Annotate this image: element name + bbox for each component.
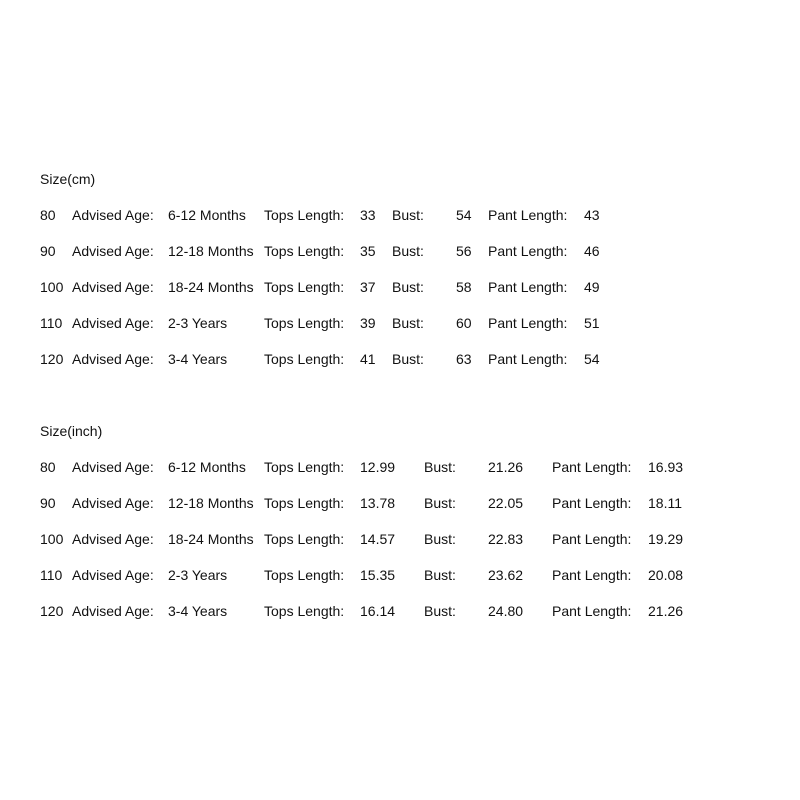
tops-length-value: 39: [360, 315, 376, 331]
bust-value: 22.83: [488, 531, 524, 547]
tops-length-label: Tops Length:: [264, 603, 345, 619]
table-row: [0, 567, 800, 583]
advised-age-label: Advised Age:: [72, 495, 154, 511]
bust-label: Bust:: [392, 207, 424, 223]
advised-age-value: 6-12 Months: [168, 459, 246, 475]
pant-length-value: 19.29: [648, 531, 684, 547]
pant-length-label: Pant Length:: [488, 243, 568, 259]
tops-length-value: 12.99: [360, 459, 396, 475]
advised-age-label: Advised Age:: [72, 603, 154, 619]
bust-label: Bust:: [424, 567, 456, 583]
table-row: [0, 279, 800, 295]
bust-value: 22.05: [488, 495, 524, 511]
pant-length-label: Pant Length:: [488, 279, 568, 295]
pant-length-label: Pant Length:: [552, 495, 632, 511]
bust-label: Bust:: [392, 243, 424, 259]
size-value: 100: [40, 279, 64, 295]
bust-label: Bust:: [424, 459, 456, 475]
advised-age-value: 18-24 Months: [168, 531, 254, 547]
advised-age-value: 12-18 Months: [168, 495, 254, 511]
pant-length-label: Pant Length:: [552, 567, 632, 583]
tops-length-label: Tops Length:: [264, 279, 345, 295]
tops-length-label: Tops Length:: [264, 495, 345, 511]
bust-value: 23.62: [488, 567, 524, 583]
pant-length-value: 43: [584, 207, 600, 223]
size-value: 110: [40, 315, 63, 331]
size-value: 80: [40, 459, 56, 475]
bust-label: Bust:: [392, 315, 424, 331]
pant-length-value: 54: [584, 351, 600, 367]
size-value: 80: [40, 207, 56, 223]
advised-age-value: 3-4 Years: [168, 351, 228, 367]
tops-length-label: Tops Length:: [264, 207, 345, 223]
table-row: [0, 243, 800, 259]
table-row: [0, 315, 800, 331]
pant-length-value: 46: [584, 243, 600, 259]
pant-length-label: Pant Length:: [552, 603, 632, 619]
advised-age-value: 2-3 Years: [168, 315, 228, 331]
pant-length-label: Pant Length:: [552, 459, 632, 475]
bust-label: Bust:: [424, 495, 456, 511]
pant-length-label: Pant Length:: [488, 315, 568, 331]
size-value: 120: [40, 351, 64, 367]
tops-length-label: Tops Length:: [264, 459, 345, 475]
table-row: [0, 603, 800, 619]
table-row: [0, 459, 800, 475]
bust-label: Bust:: [424, 603, 456, 619]
tops-length-value: 41: [360, 351, 376, 367]
pant-length-label: Pant Length:: [488, 207, 568, 223]
tops-length-value: 33: [360, 207, 376, 223]
advised-age-value: 3-4 Years: [168, 603, 228, 619]
tops-length-label: Tops Length:: [264, 315, 345, 331]
bust-label: Bust:: [424, 531, 456, 547]
tops-length-label: Tops Length:: [264, 531, 345, 547]
size-value: 90: [40, 243, 56, 259]
pant-length-value: 49: [584, 279, 600, 295]
bust-value: 21.26: [488, 459, 524, 475]
pant-length-value: 21.26: [648, 603, 684, 619]
size-value: 120: [40, 603, 64, 619]
tops-length-label: Tops Length:: [264, 351, 345, 367]
size-value: 90: [40, 495, 56, 511]
advised-age-label: Advised Age:: [72, 279, 154, 295]
tops-length-value: 35: [360, 243, 376, 259]
tops-length-value: 13.78: [360, 495, 396, 511]
advised-age-label: Advised Age:: [72, 567, 154, 583]
bust-value: 63: [456, 351, 472, 367]
bust-value: 54: [456, 207, 472, 223]
pant-length-value: 18.11: [648, 495, 682, 511]
advised-age-value: 12-18 Months: [168, 243, 254, 259]
bust-value: 56: [456, 243, 472, 259]
tops-length-value: 14.57: [360, 531, 396, 547]
size-value: 100: [40, 531, 64, 547]
tops-length-value: 16.14: [360, 603, 396, 619]
advised-age-value: 2-3 Years: [168, 567, 228, 583]
bust-value: 58: [456, 279, 472, 295]
bust-value: 60: [456, 315, 472, 331]
size-value: 110: [40, 567, 63, 583]
bust-label: Bust:: [392, 351, 424, 367]
tops-length-label: Tops Length:: [264, 567, 345, 583]
table-row: [0, 495, 800, 511]
pant-length-label: Pant Length:: [488, 351, 568, 367]
tops-length-value: 15.35: [360, 567, 396, 583]
advised-age-label: Advised Age:: [72, 459, 154, 475]
table-row: [0, 351, 800, 367]
advised-age-value: 18-24 Months: [168, 279, 254, 295]
pant-length-value: 16.93: [648, 459, 684, 475]
tops-length-value: 37: [360, 279, 376, 295]
advised-age-label: Advised Age:: [72, 207, 154, 223]
size-chart-inch-title: Size(inch): [40, 423, 103, 439]
advised-age-label: Advised Age:: [72, 531, 154, 547]
table-row: [0, 207, 800, 223]
bust-value: 24.80: [488, 603, 524, 619]
pant-length-label: Pant Length:: [552, 531, 632, 547]
pant-length-value: 51: [584, 315, 600, 331]
table-row: [0, 531, 800, 547]
pant-length-value: 20.08: [648, 567, 684, 583]
bust-label: Bust:: [392, 279, 424, 295]
advised-age-label: Advised Age:: [72, 315, 154, 331]
advised-age-value: 6-12 Months: [168, 207, 246, 223]
advised-age-label: Advised Age:: [72, 351, 154, 367]
advised-age-label: Advised Age:: [72, 243, 154, 259]
tops-length-label: Tops Length:: [264, 243, 345, 259]
size-chart-cm-title: Size(cm): [40, 171, 96, 187]
